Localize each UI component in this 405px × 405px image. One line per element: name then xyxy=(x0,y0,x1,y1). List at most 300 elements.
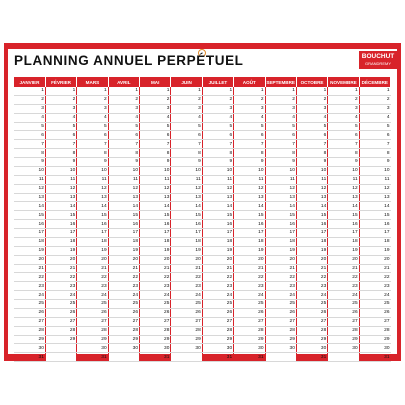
day-cell[interactable]: 21 xyxy=(171,264,202,273)
day-cell[interactable]: 13 xyxy=(265,193,296,202)
day-cell[interactable]: 17 xyxy=(171,229,202,238)
day-cell[interactable]: 25 xyxy=(359,300,390,309)
day-cell[interactable]: 16 xyxy=(171,220,202,229)
day-cell[interactable]: 22 xyxy=(234,273,265,282)
day-cell[interactable]: 3 xyxy=(14,104,45,113)
day-cell[interactable]: 18 xyxy=(359,237,390,246)
day-cell[interactable]: 11 xyxy=(140,175,171,184)
day-cell[interactable]: 15 xyxy=(140,211,171,220)
day-cell[interactable]: 25 xyxy=(328,300,359,309)
day-cell[interactable]: 2 xyxy=(265,95,296,104)
day-cell[interactable]: 14 xyxy=(108,202,139,211)
day-cell[interactable]: 12 xyxy=(265,184,296,193)
day-cell[interactable]: 7 xyxy=(265,140,296,149)
day-cell[interactable]: 6 xyxy=(328,131,359,140)
day-cell[interactable]: 3 xyxy=(171,104,202,113)
day-cell[interactable]: 10 xyxy=(265,166,296,175)
day-cell[interactable]: 26 xyxy=(45,308,76,317)
day-cell[interactable]: 18 xyxy=(234,237,265,246)
day-cell[interactable]: 17 xyxy=(14,229,45,238)
day-cell[interactable]: 23 xyxy=(140,282,171,291)
day-cell[interactable]: 28 xyxy=(234,326,265,335)
day-cell[interactable]: 21 xyxy=(234,264,265,273)
day-cell[interactable]: 29 xyxy=(328,335,359,344)
day-cell[interactable]: 7 xyxy=(45,140,76,149)
day-cell[interactable]: 9 xyxy=(45,158,76,167)
day-cell[interactable]: 17 xyxy=(328,229,359,238)
day-cell[interactable]: 6 xyxy=(14,131,45,140)
day-cell[interactable]: 24 xyxy=(45,291,76,300)
day-cell[interactable]: 22 xyxy=(265,273,296,282)
day-cell[interactable]: 14 xyxy=(171,202,202,211)
day-cell[interactable]: 26 xyxy=(328,308,359,317)
day-cell[interactable]: 6 xyxy=(296,131,327,140)
day-cell[interactable]: 28 xyxy=(171,326,202,335)
day-cell[interactable]: 2 xyxy=(234,95,265,104)
day-cell[interactable]: 1 xyxy=(45,87,76,95)
day-cell[interactable]: 29 xyxy=(108,335,139,344)
day-cell[interactable]: 28 xyxy=(140,326,171,335)
day-cell[interactable]: 16 xyxy=(328,220,359,229)
day-cell[interactable]: 19 xyxy=(296,246,327,255)
day-cell[interactable]: 9 xyxy=(359,158,390,167)
day-cell[interactable]: 30 xyxy=(140,344,171,353)
day-cell[interactable]: 26 xyxy=(359,308,390,317)
day-cell[interactable]: 26 xyxy=(77,308,108,317)
day-cell[interactable]: 13 xyxy=(202,193,233,202)
day-cell[interactable]: 12 xyxy=(140,184,171,193)
day-cell[interactable]: 22 xyxy=(359,273,390,282)
day-cell[interactable]: 8 xyxy=(296,149,327,158)
day-cell[interactable]: 20 xyxy=(234,255,265,264)
day-cell[interactable]: 11 xyxy=(202,175,233,184)
day-cell[interactable]: 13 xyxy=(108,193,139,202)
day-cell[interactable]: 6 xyxy=(359,131,390,140)
day-cell[interactable]: 31 xyxy=(14,353,45,362)
day-cell[interactable]: 21 xyxy=(296,264,327,273)
day-cell[interactable]: 10 xyxy=(202,166,233,175)
day-cell[interactable]: 4 xyxy=(45,113,76,122)
day-cell[interactable]: 20 xyxy=(45,255,76,264)
day-cell[interactable]: 23 xyxy=(108,282,139,291)
day-cell[interactable]: 17 xyxy=(108,229,139,238)
day-cell[interactable]: 22 xyxy=(77,273,108,282)
day-cell[interactable]: 4 xyxy=(296,113,327,122)
day-cell[interactable]: 9 xyxy=(77,158,108,167)
day-cell[interactable]: 10 xyxy=(45,166,76,175)
day-cell[interactable]: 29 xyxy=(359,335,390,344)
day-cell[interactable]: 6 xyxy=(234,131,265,140)
day-cell[interactable]: 14 xyxy=(14,202,45,211)
day-cell[interactable]: 14 xyxy=(328,202,359,211)
day-cell[interactable]: 7 xyxy=(14,140,45,149)
day-cell[interactable]: 27 xyxy=(265,317,296,326)
day-cell[interactable]: 9 xyxy=(265,158,296,167)
day-cell[interactable]: 27 xyxy=(202,317,233,326)
day-cell[interactable]: 31 xyxy=(359,353,390,362)
day-cell[interactable]: 7 xyxy=(171,140,202,149)
day-cell[interactable]: 8 xyxy=(171,149,202,158)
day-cell[interactable]: 29 xyxy=(77,335,108,344)
day-cell[interactable]: 19 xyxy=(359,246,390,255)
day-cell[interactable]: 21 xyxy=(77,264,108,273)
day-cell[interactable]: 22 xyxy=(14,273,45,282)
day-cell[interactable]: 29 xyxy=(171,335,202,344)
day-cell[interactable]: 20 xyxy=(328,255,359,264)
day-cell[interactable]: 3 xyxy=(328,104,359,113)
day-cell[interactable]: 4 xyxy=(140,113,171,122)
day-cell[interactable]: 27 xyxy=(171,317,202,326)
day-cell[interactable]: 18 xyxy=(202,237,233,246)
day-cell[interactable]: 31 xyxy=(234,353,265,362)
day-cell[interactable]: 4 xyxy=(234,113,265,122)
day-cell[interactable]: 25 xyxy=(202,300,233,309)
day-cell[interactable]: 10 xyxy=(328,166,359,175)
day-cell[interactable]: 6 xyxy=(265,131,296,140)
day-cell[interactable]: 2 xyxy=(77,95,108,104)
day-cell[interactable]: 4 xyxy=(108,113,139,122)
day-cell[interactable]: 23 xyxy=(202,282,233,291)
day-cell[interactable]: 22 xyxy=(171,273,202,282)
day-cell[interactable]: 7 xyxy=(202,140,233,149)
day-cell[interactable]: 15 xyxy=(359,211,390,220)
day-cell[interactable]: 3 xyxy=(296,104,327,113)
day-cell[interactable]: 11 xyxy=(171,175,202,184)
day-cell[interactable]: 27 xyxy=(77,317,108,326)
day-cell[interactable]: 21 xyxy=(359,264,390,273)
day-cell[interactable]: 1 xyxy=(140,87,171,95)
day-cell[interactable]: 28 xyxy=(108,326,139,335)
day-cell[interactable]: 22 xyxy=(140,273,171,282)
day-cell[interactable]: 3 xyxy=(265,104,296,113)
day-cell[interactable]: 18 xyxy=(296,237,327,246)
day-cell[interactable]: 28 xyxy=(77,326,108,335)
day-cell[interactable]: 26 xyxy=(108,308,139,317)
day-cell[interactable]: 24 xyxy=(359,291,390,300)
day-cell[interactable]: 19 xyxy=(265,246,296,255)
day-cell[interactable]: 4 xyxy=(359,113,390,122)
day-cell[interactable]: 16 xyxy=(140,220,171,229)
day-cell[interactable]: 10 xyxy=(77,166,108,175)
day-cell[interactable]: 2 xyxy=(108,95,139,104)
day-cell[interactable]: 24 xyxy=(296,291,327,300)
day-cell[interactable]: 12 xyxy=(202,184,233,193)
day-cell[interactable]: 5 xyxy=(234,122,265,131)
day-cell[interactable]: 15 xyxy=(328,211,359,220)
day-cell[interactable]: 5 xyxy=(171,122,202,131)
empty-cell[interactable] xyxy=(171,353,202,362)
day-cell[interactable]: 24 xyxy=(14,291,45,300)
day-cell[interactable]: 30 xyxy=(265,344,296,353)
day-cell[interactable]: 27 xyxy=(359,317,390,326)
day-cell[interactable]: 7 xyxy=(234,140,265,149)
day-cell[interactable]: 13 xyxy=(359,193,390,202)
day-cell[interactable]: 1 xyxy=(265,87,296,95)
day-cell[interactable]: 11 xyxy=(265,175,296,184)
day-cell[interactable]: 7 xyxy=(77,140,108,149)
day-cell[interactable]: 15 xyxy=(265,211,296,220)
day-cell[interactable]: 25 xyxy=(234,300,265,309)
day-cell[interactable]: 5 xyxy=(108,122,139,131)
day-cell[interactable]: 19 xyxy=(328,246,359,255)
day-cell[interactable]: 30 xyxy=(171,344,202,353)
day-cell[interactable]: 20 xyxy=(202,255,233,264)
day-cell[interactable]: 21 xyxy=(202,264,233,273)
day-cell[interactable]: 26 xyxy=(140,308,171,317)
day-cell[interactable]: 19 xyxy=(202,246,233,255)
day-cell[interactable]: 13 xyxy=(171,193,202,202)
day-cell[interactable]: 23 xyxy=(171,282,202,291)
day-cell[interactable]: 22 xyxy=(108,273,139,282)
day-cell[interactable]: 14 xyxy=(77,202,108,211)
day-cell[interactable]: 1 xyxy=(171,87,202,95)
day-cell[interactable]: 14 xyxy=(45,202,76,211)
day-cell[interactable]: 25 xyxy=(296,300,327,309)
day-cell[interactable]: 21 xyxy=(45,264,76,273)
day-cell[interactable]: 5 xyxy=(45,122,76,131)
day-cell[interactable]: 15 xyxy=(14,211,45,220)
day-cell[interactable]: 14 xyxy=(359,202,390,211)
day-cell[interactable]: 27 xyxy=(328,317,359,326)
day-cell[interactable]: 15 xyxy=(234,211,265,220)
day-cell[interactable]: 20 xyxy=(77,255,108,264)
day-cell[interactable]: 3 xyxy=(202,104,233,113)
day-cell[interactable]: 31 xyxy=(202,353,233,362)
day-cell[interactable]: 10 xyxy=(359,166,390,175)
day-cell[interactable]: 12 xyxy=(171,184,202,193)
day-cell[interactable]: 12 xyxy=(296,184,327,193)
day-cell[interactable]: 29 xyxy=(202,335,233,344)
day-cell[interactable]: 29 xyxy=(14,335,45,344)
day-cell[interactable]: 16 xyxy=(202,220,233,229)
day-cell[interactable]: 23 xyxy=(234,282,265,291)
day-cell[interactable]: 23 xyxy=(45,282,76,291)
day-cell[interactable]: 22 xyxy=(45,273,76,282)
day-cell[interactable]: 13 xyxy=(234,193,265,202)
day-cell[interactable]: 1 xyxy=(296,87,327,95)
day-cell[interactable]: 18 xyxy=(45,237,76,246)
day-cell[interactable]: 9 xyxy=(108,158,139,167)
day-cell[interactable]: 15 xyxy=(296,211,327,220)
day-cell[interactable]: 7 xyxy=(359,140,390,149)
day-cell[interactable]: 29 xyxy=(140,335,171,344)
day-cell[interactable]: 13 xyxy=(140,193,171,202)
day-cell[interactable]: 28 xyxy=(328,326,359,335)
day-cell[interactable]: 11 xyxy=(77,175,108,184)
day-cell[interactable]: 27 xyxy=(296,317,327,326)
day-cell[interactable]: 10 xyxy=(14,166,45,175)
day-cell[interactable]: 12 xyxy=(108,184,139,193)
day-cell[interactable]: 7 xyxy=(108,140,139,149)
day-cell[interactable]: 8 xyxy=(77,149,108,158)
day-cell[interactable]: 12 xyxy=(14,184,45,193)
day-cell[interactable]: 22 xyxy=(202,273,233,282)
day-cell[interactable]: 19 xyxy=(171,246,202,255)
day-cell[interactable]: 24 xyxy=(202,291,233,300)
day-cell[interactable]: 25 xyxy=(45,300,76,309)
day-cell[interactable]: 11 xyxy=(14,175,45,184)
day-cell[interactable]: 1 xyxy=(202,87,233,95)
day-cell[interactable]: 25 xyxy=(171,300,202,309)
day-cell[interactable]: 5 xyxy=(77,122,108,131)
day-cell[interactable]: 24 xyxy=(108,291,139,300)
day-cell[interactable]: 25 xyxy=(77,300,108,309)
day-cell[interactable]: 19 xyxy=(108,246,139,255)
day-cell[interactable]: 18 xyxy=(140,237,171,246)
day-cell[interactable]: 2 xyxy=(296,95,327,104)
day-cell[interactable]: 4 xyxy=(202,113,233,122)
day-cell[interactable]: 16 xyxy=(108,220,139,229)
day-cell[interactable]: 25 xyxy=(265,300,296,309)
day-cell[interactable]: 29 xyxy=(45,335,76,344)
day-cell[interactable]: 29 xyxy=(234,335,265,344)
day-cell[interactable]: 5 xyxy=(202,122,233,131)
day-cell[interactable]: 21 xyxy=(140,264,171,273)
day-cell[interactable]: 17 xyxy=(45,229,76,238)
day-cell[interactable]: 9 xyxy=(202,158,233,167)
day-cell[interactable]: 8 xyxy=(234,149,265,158)
day-cell[interactable]: 27 xyxy=(234,317,265,326)
day-cell[interactable]: 16 xyxy=(359,220,390,229)
day-cell[interactable]: 8 xyxy=(14,149,45,158)
day-cell[interactable]: 8 xyxy=(265,149,296,158)
day-cell[interactable]: 2 xyxy=(14,95,45,104)
day-cell[interactable]: 2 xyxy=(202,95,233,104)
day-cell[interactable]: 17 xyxy=(265,229,296,238)
day-cell[interactable]: 6 xyxy=(202,131,233,140)
day-cell[interactable]: 5 xyxy=(328,122,359,131)
day-cell[interactable]: 21 xyxy=(108,264,139,273)
day-cell[interactable]: 15 xyxy=(77,211,108,220)
day-cell[interactable]: 20 xyxy=(171,255,202,264)
day-cell[interactable]: 2 xyxy=(140,95,171,104)
day-cell[interactable]: 23 xyxy=(14,282,45,291)
day-cell[interactable]: 8 xyxy=(140,149,171,158)
day-cell[interactable]: 14 xyxy=(234,202,265,211)
day-cell[interactable]: 23 xyxy=(328,282,359,291)
day-cell[interactable]: 16 xyxy=(14,220,45,229)
day-cell[interactable]: 9 xyxy=(328,158,359,167)
day-cell[interactable]: 3 xyxy=(359,104,390,113)
day-cell[interactable]: 30 xyxy=(234,344,265,353)
day-cell[interactable]: 1 xyxy=(234,87,265,95)
day-cell[interactable]: 4 xyxy=(328,113,359,122)
day-cell[interactable]: 11 xyxy=(359,175,390,184)
day-cell[interactable]: 11 xyxy=(328,175,359,184)
day-cell[interactable]: 26 xyxy=(202,308,233,317)
day-cell[interactable]: 26 xyxy=(296,308,327,317)
day-cell[interactable]: 10 xyxy=(140,166,171,175)
day-cell[interactable]: 18 xyxy=(14,237,45,246)
day-cell[interactable]: 15 xyxy=(45,211,76,220)
day-cell[interactable]: 19 xyxy=(234,246,265,255)
day-cell[interactable]: 20 xyxy=(265,255,296,264)
day-cell[interactable]: 30 xyxy=(77,344,108,353)
day-cell[interactable]: 6 xyxy=(171,131,202,140)
day-cell[interactable]: 19 xyxy=(140,246,171,255)
day-cell[interactable]: 12 xyxy=(77,184,108,193)
day-cell[interactable]: 2 xyxy=(45,95,76,104)
day-cell[interactable]: 4 xyxy=(77,113,108,122)
day-cell[interactable]: 7 xyxy=(140,140,171,149)
day-cell[interactable]: 12 xyxy=(234,184,265,193)
day-cell[interactable]: 21 xyxy=(265,264,296,273)
day-cell[interactable]: 5 xyxy=(296,122,327,131)
day-cell[interactable]: 24 xyxy=(265,291,296,300)
day-cell[interactable]: 30 xyxy=(108,344,139,353)
day-cell[interactable]: 11 xyxy=(108,175,139,184)
day-cell[interactable]: 30 xyxy=(359,344,390,353)
day-cell[interactable]: 21 xyxy=(14,264,45,273)
day-cell[interactable]: 3 xyxy=(234,104,265,113)
day-cell[interactable]: 13 xyxy=(45,193,76,202)
day-cell[interactable]: 5 xyxy=(14,122,45,131)
day-cell[interactable]: 24 xyxy=(140,291,171,300)
day-cell[interactable]: 13 xyxy=(14,193,45,202)
day-cell[interactable]: 6 xyxy=(45,131,76,140)
day-cell[interactable]: 2 xyxy=(359,95,390,104)
day-cell[interactable]: 16 xyxy=(296,220,327,229)
day-cell[interactable]: 8 xyxy=(45,149,76,158)
day-cell[interactable]: 19 xyxy=(77,246,108,255)
day-cell[interactable]: 16 xyxy=(265,220,296,229)
day-cell[interactable]: 2 xyxy=(171,95,202,104)
day-cell[interactable]: 7 xyxy=(296,140,327,149)
day-cell[interactable]: 15 xyxy=(202,211,233,220)
day-cell[interactable]: 7 xyxy=(328,140,359,149)
day-cell[interactable]: 28 xyxy=(14,326,45,335)
day-cell[interactable]: 24 xyxy=(328,291,359,300)
day-cell[interactable]: 8 xyxy=(202,149,233,158)
day-cell[interactable]: 22 xyxy=(296,273,327,282)
day-cell[interactable]: 1 xyxy=(14,87,45,95)
day-cell[interactable]: 24 xyxy=(234,291,265,300)
day-cell[interactable]: 29 xyxy=(265,335,296,344)
day-cell[interactable]: 27 xyxy=(140,317,171,326)
day-cell[interactable]: 27 xyxy=(14,317,45,326)
day-cell[interactable]: 18 xyxy=(77,237,108,246)
day-cell[interactable]: 18 xyxy=(328,237,359,246)
day-cell[interactable]: 17 xyxy=(77,229,108,238)
day-cell[interactable]: 9 xyxy=(171,158,202,167)
day-cell[interactable]: 8 xyxy=(359,149,390,158)
day-cell[interactable]: 14 xyxy=(265,202,296,211)
day-cell[interactable]: 11 xyxy=(234,175,265,184)
day-cell[interactable]: 18 xyxy=(108,237,139,246)
day-cell[interactable]: 31 xyxy=(140,353,171,362)
day-cell[interactable]: 30 xyxy=(328,344,359,353)
day-cell[interactable]: 4 xyxy=(171,113,202,122)
day-cell[interactable]: 29 xyxy=(296,335,327,344)
day-cell[interactable]: 10 xyxy=(171,166,202,175)
day-cell[interactable]: 20 xyxy=(296,255,327,264)
day-cell[interactable]: 3 xyxy=(77,104,108,113)
day-cell[interactable]: 1 xyxy=(108,87,139,95)
day-cell[interactable]: 5 xyxy=(265,122,296,131)
day-cell[interactable]: 13 xyxy=(77,193,108,202)
day-cell[interactable]: 18 xyxy=(171,237,202,246)
empty-cell[interactable] xyxy=(108,353,139,362)
day-cell[interactable]: 14 xyxy=(140,202,171,211)
day-cell[interactable]: 12 xyxy=(328,184,359,193)
day-cell[interactable]: 9 xyxy=(14,158,45,167)
day-cell[interactable]: 8 xyxy=(328,149,359,158)
day-cell[interactable]: 28 xyxy=(202,326,233,335)
day-cell[interactable]: 6 xyxy=(140,131,171,140)
day-cell[interactable]: 28 xyxy=(45,326,76,335)
day-cell[interactable]: 6 xyxy=(77,131,108,140)
day-cell[interactable]: 11 xyxy=(45,175,76,184)
